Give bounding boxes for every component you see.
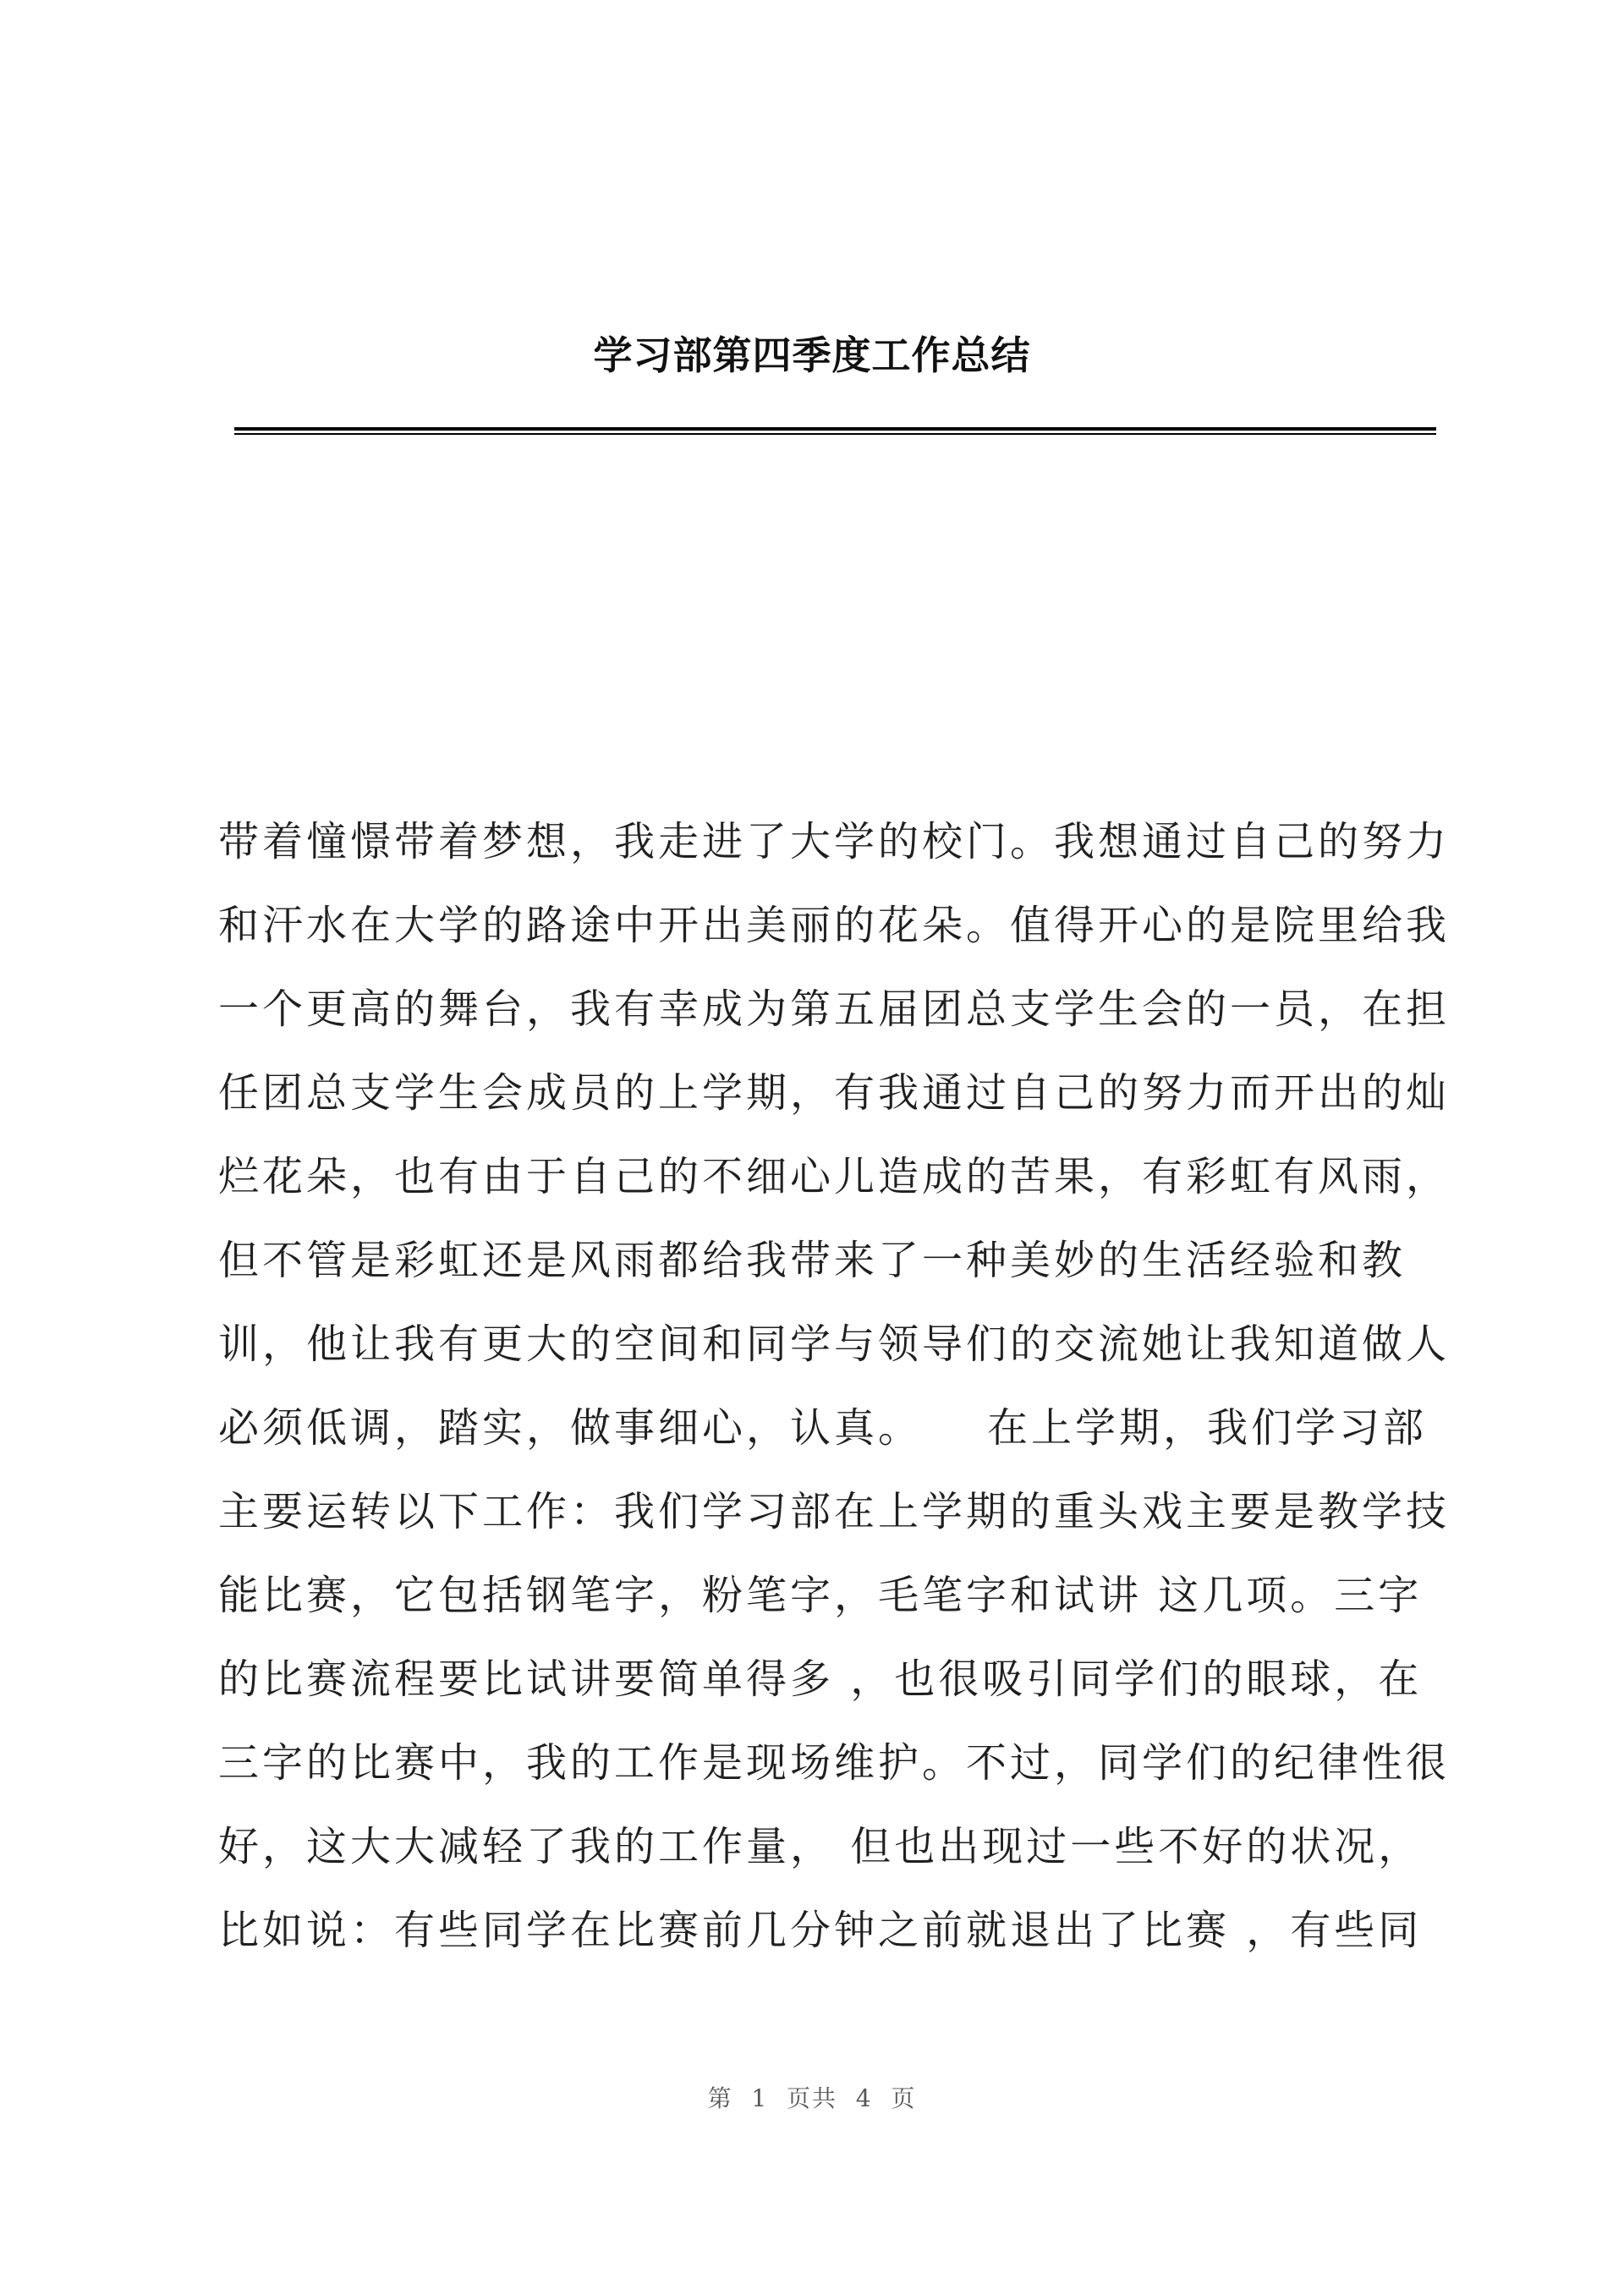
body-line: 但不管是彩虹还是风雨都给我带来了一种美妙的生活经验和教 xyxy=(218,1237,1407,1284)
body-line: 一个更高的舞台，我有幸成为第五届团总支学生会的一员，在担 xyxy=(218,986,1451,1033)
document-title: 学习部第四季度工作总结 xyxy=(593,332,1031,378)
page-number-footer: 第 1 页共 4 页 xyxy=(707,2084,917,2112)
body-line: 必须低调，踏实，做事细心，认真。 在上学期，我们学习部 xyxy=(218,1404,1428,1452)
body-line: 训，他让我有更大的空间和同学与领导们的交流她让我知道做人 xyxy=(218,1320,1451,1368)
document-body xyxy=(218,800,1451,1973)
body-line: 能比赛，它包括钢笔字，粉笔字，毛笔字和试讲 这几项。三字 xyxy=(218,1572,1423,1619)
body-line: 带着憧憬带着梦想，我走进了大学的校门。我想通过自己的努力 xyxy=(218,818,1451,865)
title-divider-thick-line xyxy=(234,427,1436,431)
body-line: 好，这大大减轻了我的工作量， 但也出现过一些不好的状况， xyxy=(218,1823,1423,1870)
body-line: 比如说：有些同学在比赛前几分钟之前就退出了比赛 ，有些同 xyxy=(218,1907,1423,1954)
body-line: 主要运转以下工作：我们学习部在上学期的重头戏主要是教学技 xyxy=(218,1488,1451,1535)
title-divider xyxy=(234,427,1436,435)
body-line: 烂花朵，也有由于自己的不细心儿造成的苦果，有彩虹有风雨， xyxy=(218,1153,1451,1200)
body-line: 的比赛流程要比试讲要简单得多 ，也很吸引同学们的眼球，在 xyxy=(218,1655,1423,1703)
body-line: 和汗水在大学的路途中开出美丽的花朵。值得开心的是院里给我 xyxy=(218,902,1451,949)
body-line: 三字的比赛中，我的工作是现场维护。不过，同学们的纪律性很 xyxy=(218,1739,1451,1787)
body-line: 任团总支学生会成员的上学期，有我通过自己的努力而开出的灿 xyxy=(218,1069,1451,1117)
title-divider-thin-line xyxy=(234,433,1436,435)
